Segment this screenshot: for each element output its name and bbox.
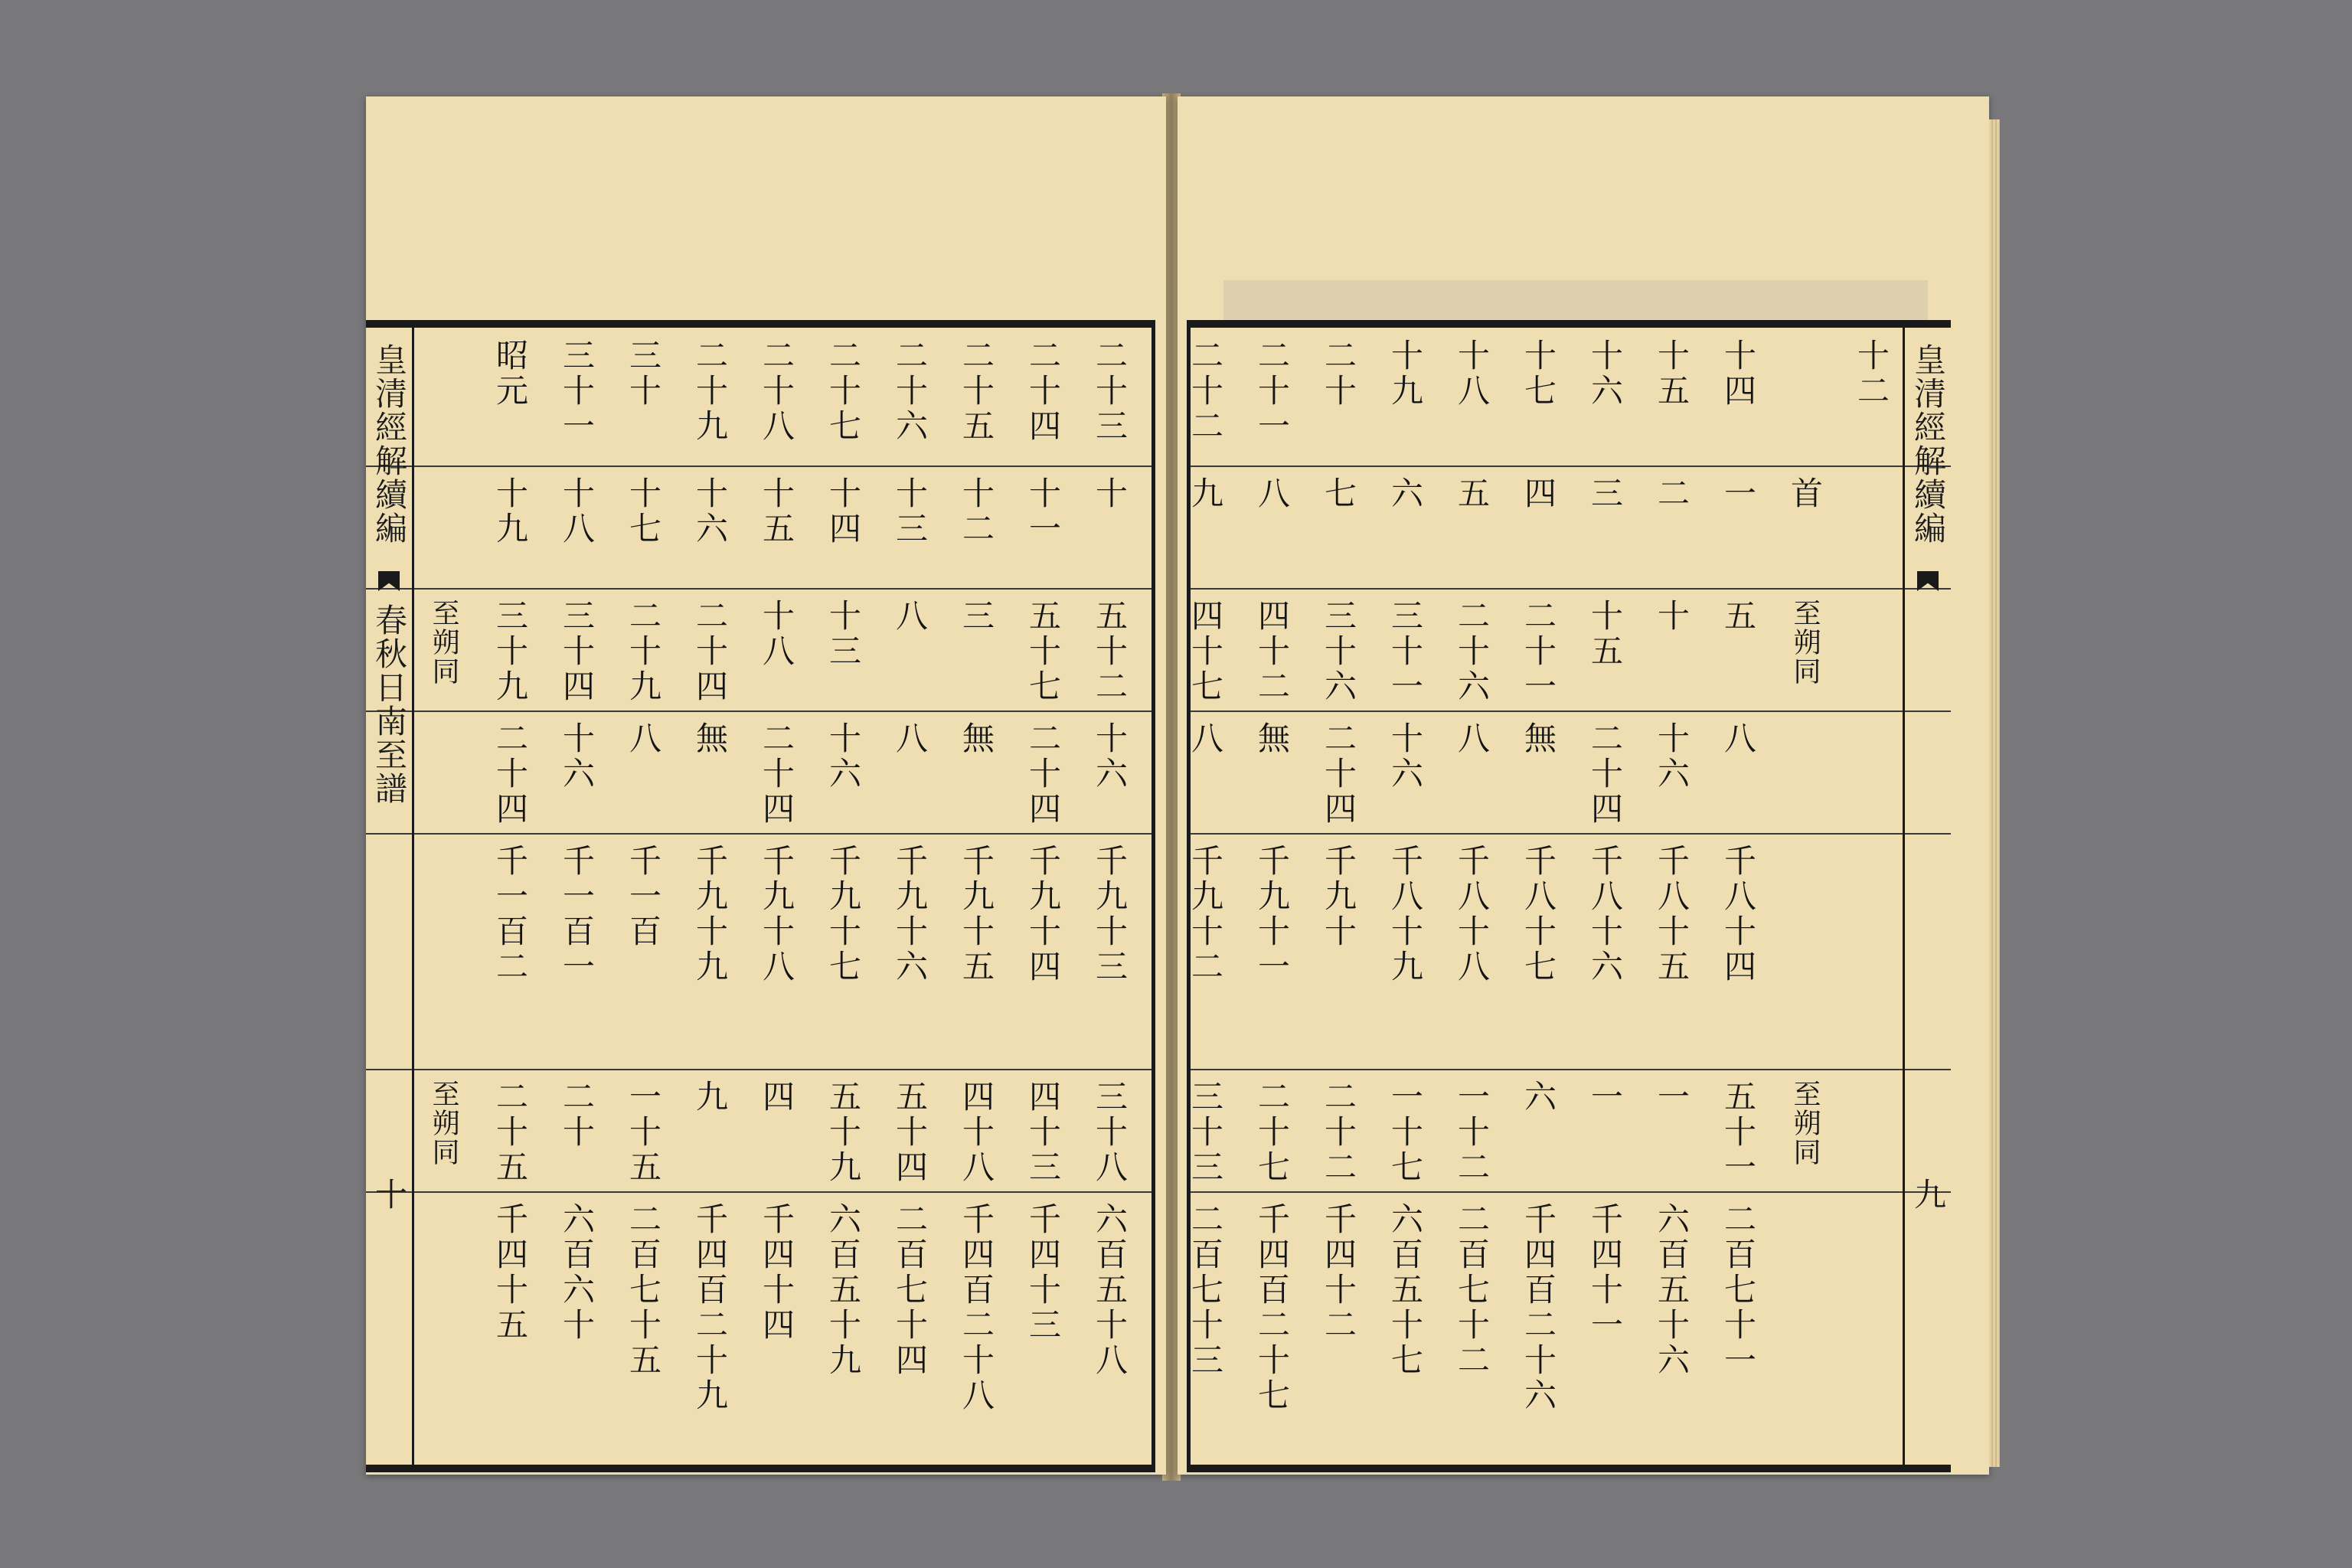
- table-cell: 千四百二十七: [1253, 1202, 1291, 1413]
- table-cell: 千四百二十六: [1520, 1202, 1557, 1413]
- table-cell: 十八: [758, 599, 795, 669]
- folio-number: 十: [371, 1178, 408, 1211]
- table-cell: 三十三: [1187, 1080, 1224, 1185]
- table-cell: 千四百二十九: [691, 1202, 729, 1413]
- table-column: [413, 328, 473, 1465]
- table-cell: 二十一: [1253, 338, 1291, 444]
- table-cell: 八: [1720, 721, 1757, 756]
- table-cell: 十六: [1586, 338, 1624, 409]
- table-cell: 八: [1453, 721, 1491, 756]
- table-cell: 千九十四: [1024, 844, 1062, 985]
- table-cell: 十五: [1586, 599, 1624, 669]
- table-cell: 昭元: [492, 338, 529, 409]
- table-cell: 二十五: [492, 1080, 529, 1185]
- table-cell: 七: [1320, 476, 1357, 511]
- row-divider: [1191, 710, 1951, 712]
- table-cell: 十五: [1653, 338, 1690, 409]
- fish-tail-mark: [1917, 571, 1939, 591]
- table-cell: 四十七: [1187, 599, 1224, 704]
- table-cell: 五十七: [1024, 599, 1062, 704]
- table-cell: 三十一: [558, 338, 596, 444]
- table-cell: 二十二: [1320, 1080, 1357, 1185]
- table-cell: 二十四: [758, 721, 795, 827]
- table-cell: 一十七: [1387, 1080, 1424, 1185]
- table-cell: 十七: [1520, 338, 1557, 409]
- table-cell: 十九: [492, 476, 529, 547]
- row-divider: [1191, 1191, 1951, 1193]
- table-column: [1013, 328, 1073, 1465]
- table-cell: 二十四: [492, 721, 529, 827]
- table-cell: 二十三: [1091, 338, 1129, 444]
- table-cell: 六百五十六: [1653, 1202, 1690, 1378]
- table-cell: 二百七十三: [1187, 1202, 1224, 1378]
- table-cell: 六: [1387, 476, 1424, 511]
- table-cell: 十六: [1653, 721, 1690, 792]
- table-cell: 千八十九: [1387, 844, 1424, 985]
- table-cell: 十六: [1387, 721, 1424, 792]
- table-cell: 二百七十二: [1453, 1202, 1491, 1378]
- table-cell: 九: [691, 1080, 729, 1115]
- table-cell: 二十四: [1320, 721, 1357, 827]
- table-cell: 一: [1586, 1080, 1624, 1115]
- table-column: [1508, 328, 1568, 1465]
- table-cell: 二百七十五: [625, 1202, 662, 1378]
- table-cell: 首: [1786, 476, 1824, 511]
- table-cell: 十九: [1387, 338, 1424, 409]
- table-cell: 二十四: [691, 599, 729, 704]
- table-cell: 三: [1586, 476, 1624, 511]
- table-cell: 千九十九: [691, 844, 729, 985]
- table-cell: 二: [1653, 476, 1690, 511]
- table-cell: 八: [891, 599, 929, 634]
- table-cell: 至朔同: [1789, 1080, 1821, 1167]
- table-column: [813, 328, 873, 1465]
- table-cell: 千八十四: [1720, 844, 1757, 985]
- table-cell: 六百五十九: [825, 1202, 862, 1378]
- table-cell: 千八十八: [1453, 844, 1491, 985]
- table-cell: 八: [891, 721, 929, 756]
- table-cell: 三十六: [1320, 599, 1357, 704]
- left-print-frame: [366, 320, 1155, 1472]
- table-column: [1375, 328, 1435, 1465]
- right-page: [1178, 96, 1989, 1475]
- table-cell: 千九十八: [758, 844, 795, 985]
- table-cell: 千四十四: [758, 1202, 795, 1343]
- table-cell: 無: [1253, 721, 1291, 756]
- table-cell: 三十八: [1091, 1080, 1129, 1185]
- table-cell: 八: [1187, 721, 1224, 756]
- table-cell: 千一百一: [558, 844, 596, 985]
- table-cell: 十六: [558, 721, 596, 792]
- table-column: [746, 328, 806, 1465]
- page-stack-edge: [1989, 119, 2000, 1467]
- table-cell: 四十八: [958, 1080, 995, 1185]
- table-cell: 五: [1720, 599, 1757, 634]
- table-cell: 十六: [825, 721, 862, 792]
- table-cell: 十五: [758, 476, 795, 547]
- table-cell: 十二: [1853, 338, 1890, 409]
- table-cell: 八: [1253, 476, 1291, 511]
- table-cell: 千四十二: [1320, 1202, 1357, 1343]
- table-cell: 二百七十四: [891, 1202, 929, 1378]
- table-cell: 二十四: [1586, 721, 1624, 827]
- table-cell: 至朔同: [428, 1080, 459, 1167]
- table-cell: 千九十五: [958, 844, 995, 985]
- table-column: [1841, 328, 1901, 1465]
- table-cell: 千九十六: [891, 844, 929, 985]
- open-book: [360, 92, 2006, 1493]
- row-divider: [1191, 1069, 1951, 1070]
- table-column: [680, 328, 740, 1465]
- table-cell: 二十九: [625, 599, 662, 704]
- table-cell: 十六: [691, 476, 729, 547]
- table-cell: 二十七: [1253, 1080, 1291, 1185]
- table-cell: 千九十七: [825, 844, 862, 985]
- table-column: [1080, 328, 1139, 1465]
- table-column: [1308, 328, 1368, 1465]
- table-column: [880, 328, 939, 1465]
- table-cell: 二十: [558, 1080, 596, 1150]
- left-page: [366, 96, 1166, 1475]
- table-cell: 二十二: [1187, 338, 1224, 444]
- table-cell: 千八十七: [1520, 844, 1557, 985]
- table-column: [946, 328, 1006, 1465]
- table-cell: 千九十一: [1253, 844, 1291, 985]
- table-cell: 三: [958, 599, 995, 634]
- table-cell: 四十二: [1253, 599, 1291, 704]
- table-cell: 十二: [958, 476, 995, 547]
- table-cell: 二十六: [1453, 599, 1491, 704]
- table-column: [1175, 328, 1235, 1465]
- table-cell: 二十七: [825, 338, 862, 444]
- table-cell: 至朔同: [428, 599, 459, 686]
- table-cell: 十六: [1091, 721, 1129, 792]
- row-divider: [1191, 466, 1951, 467]
- table-cell: 二十九: [691, 338, 729, 444]
- table-cell: 無: [1520, 721, 1557, 756]
- table-cell: 二十: [1320, 338, 1357, 409]
- book-title: 皇清經解續編: [371, 343, 408, 545]
- row-divider: [1191, 588, 1951, 590]
- table-cell: 無: [691, 721, 729, 756]
- table-cell: 六百六十: [558, 1202, 596, 1343]
- ink-bleed: [1223, 280, 1928, 326]
- table-cell: 千九十三: [1091, 844, 1129, 985]
- table-cell: 千八十六: [1586, 844, 1624, 985]
- table-cell: 千四十一: [1586, 1202, 1624, 1343]
- table-cell: 六百五十七: [1387, 1202, 1424, 1378]
- table-cell: 三十一: [1387, 599, 1424, 704]
- table-cell: 五十四: [891, 1080, 929, 1185]
- table-cell: 一: [1720, 476, 1757, 511]
- table-cell: 十一: [1024, 476, 1062, 547]
- table-cell: 千九十: [1320, 844, 1357, 949]
- table-cell: 千九十二: [1187, 844, 1224, 985]
- table-cell: 千八十五: [1653, 844, 1690, 985]
- book-title: 皇清經解續編: [1909, 343, 1947, 545]
- table-column: [480, 328, 540, 1465]
- table-column: [1708, 328, 1768, 1465]
- table-cell: 二十六: [891, 338, 929, 444]
- table-cell: 千四十五: [492, 1202, 529, 1343]
- table-column: [1442, 328, 1501, 1465]
- table-column: [1575, 328, 1635, 1465]
- right-print-frame: [1187, 320, 1951, 1472]
- table-column: [1775, 328, 1834, 1465]
- right-margin-strip: [1905, 328, 1951, 1465]
- left-margin-strip: [366, 328, 412, 1465]
- table-cell: 二十一: [1520, 599, 1557, 704]
- table-cell: 五十九: [825, 1080, 862, 1185]
- table-cell: 六百五十八: [1091, 1202, 1129, 1378]
- table-cell: 六: [1520, 1080, 1557, 1115]
- table-cell: 十四: [1720, 338, 1757, 409]
- table-cell: 一十五: [625, 1080, 662, 1185]
- table-cell: 十八: [558, 476, 596, 547]
- table-cell: 無: [958, 721, 995, 756]
- chapter-title: 春秋日南至譜: [371, 603, 408, 805]
- row-divider: [1191, 833, 1951, 835]
- table-cell: 八: [625, 721, 662, 756]
- table-cell: 十三: [825, 599, 862, 669]
- table-cell: 九: [1187, 476, 1224, 511]
- table-cell: 四: [758, 1080, 795, 1115]
- table-cell: 三十九: [492, 599, 529, 704]
- folio-number: 九: [1909, 1178, 1947, 1211]
- table-column: [613, 328, 673, 1465]
- table-cell: 一十二: [1453, 1080, 1491, 1185]
- table-cell: 五十一: [1720, 1080, 1757, 1185]
- table-cell: 四: [1520, 476, 1557, 511]
- table-column: [547, 328, 606, 1465]
- table-cell: 二百七十一: [1720, 1202, 1757, 1378]
- table-cell: 二十四: [1024, 721, 1062, 827]
- table-cell: 二十八: [758, 338, 795, 444]
- table-cell: 一: [1653, 1080, 1690, 1115]
- table-column: [1242, 328, 1302, 1465]
- fish-tail-mark: [378, 571, 400, 591]
- table-cell: 二十四: [1024, 338, 1062, 444]
- table-cell: 四十三: [1024, 1080, 1062, 1185]
- table-cell: 千一百二: [492, 844, 529, 985]
- table-cell: 十: [1091, 476, 1129, 511]
- table-cell: 千一百: [625, 844, 662, 949]
- table-cell: 十四: [825, 476, 862, 547]
- table-cell: 千四十三: [1024, 1202, 1062, 1343]
- table-column: [1642, 328, 1701, 1465]
- table-cell: 千四百二十八: [958, 1202, 995, 1413]
- table-cell: 十: [1653, 599, 1690, 634]
- table-cell: 十七: [625, 476, 662, 547]
- table-cell: 三十四: [558, 599, 596, 704]
- table-cell: 五: [1453, 476, 1491, 511]
- table-cell: 十八: [1453, 338, 1491, 409]
- table-cell: 五十二: [1091, 599, 1129, 704]
- table-cell: 至朔同: [1789, 599, 1821, 686]
- table-cell: 三十: [625, 338, 662, 409]
- table-cell: 二十五: [958, 338, 995, 444]
- table-cell: 十三: [891, 476, 929, 547]
